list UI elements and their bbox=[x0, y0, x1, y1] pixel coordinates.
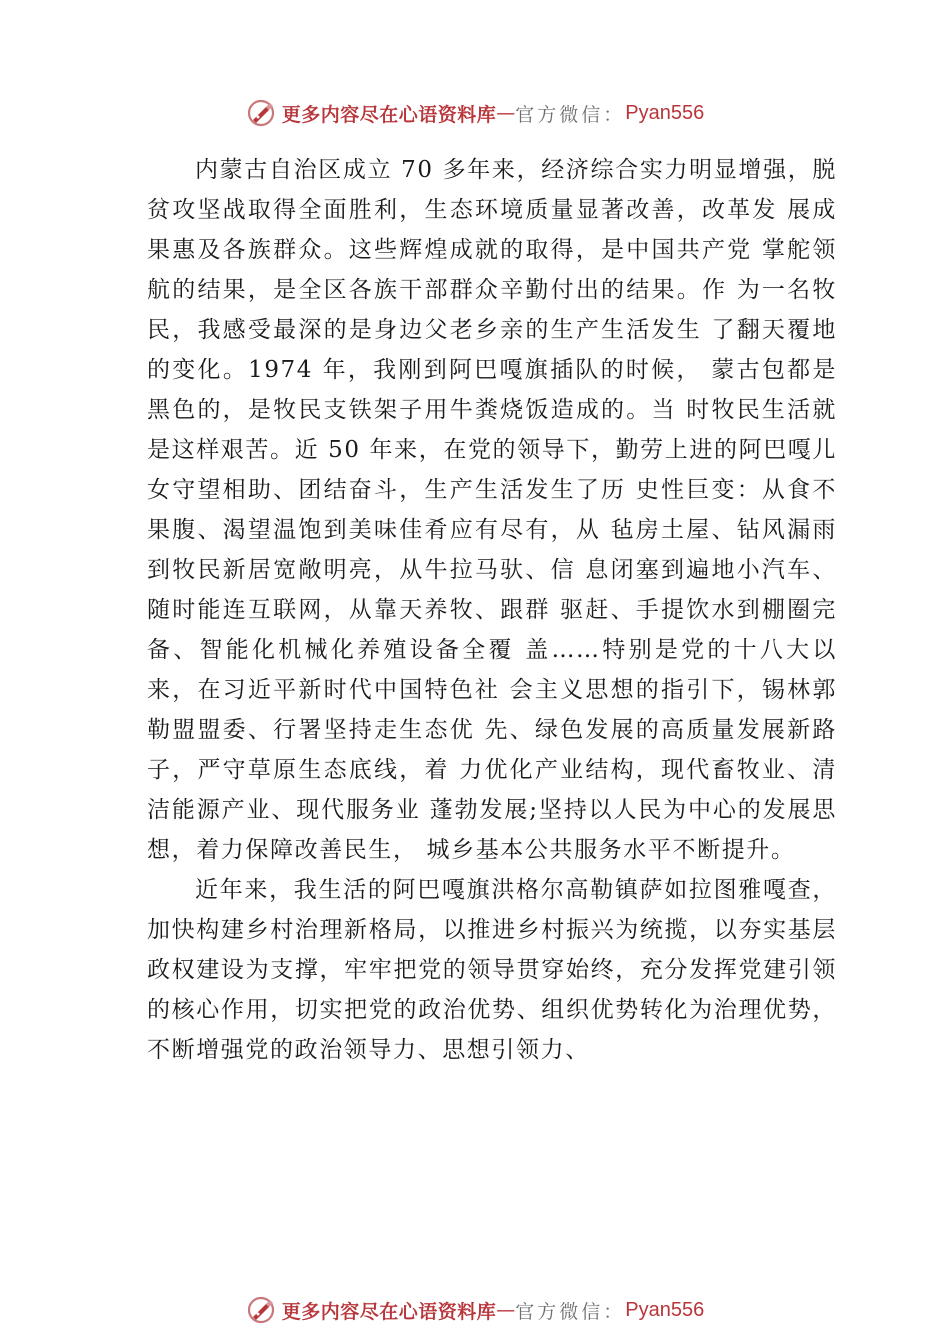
pen-nib-logo-icon bbox=[246, 98, 276, 128]
banner-title: 更多内容尽在心语资料库 bbox=[281, 103, 497, 126]
banner-label: 官方微信： bbox=[515, 1300, 626, 1323]
document-body bbox=[147, 150, 837, 1070]
footer-banner bbox=[0, 1290, 950, 1330]
banner-wechat-id: Pyan556 bbox=[625, 101, 705, 124]
banner-label: 官方微信： bbox=[515, 103, 626, 126]
banner-wechat-id: Pyan556 bbox=[625, 1298, 705, 1321]
header-banner bbox=[0, 93, 950, 133]
pen-nib-logo-icon bbox=[246, 1295, 276, 1325]
banner-dash: — bbox=[496, 1299, 516, 1321]
paragraph: 近年来，我生活的阿巴嘎旗洪格尔高勒镇萨如拉图雅嘎查，加快构建乡村治理新格局，以推进乡村振兴为统揽，以夯实基层政权建设为支撑，牢牢把党的领导贯穿始终，充分发挥党建引领的核心作用，切实把党的政治优势、组织优势转化为治理优势，不断增强党的政治领导力、思想引领力、 bbox=[147, 877, 837, 1063]
paragraph: 内蒙古自治区成立 70 多年来，经济综合实力明显增强，脱贫攻坚战取得全面胜利，生态环境质量显著改善，改革发 展成果惠及各族群众。这些辉煌成就的取得，是中国共产党 掌舵领航的结果，是全区各族干部群众辛勤付出的结果。作 为一名牧民，我感受最深的是身边父老乡亲的生产生活发生 了翻天覆地的变化。1974 年，我刚到阿巴嘎旗插队的时候， 蒙古包都是黑色的，是牧民支铁架子用牛粪烧饭造成的。当 时牧民生活就是这样艰苦。近 50 年来，在党的领导下，勤劳上进的阿巴嘎儿女守望相助、团结奋斗，生产生活发生了历 史性巨变：从食不果腹、渴望温饱到美味佳肴应有尽有，从 毡房土屋、钻风漏雨到牧民新居宽敞明亮，从牛拉马驮、信 息闭塞到遍地小汽车、随时能连互联网，从靠天养牧、跟群 驱赶、手提饮水到棚圈完备、智能化机械化养殖设备全覆 盖……特别是党的十八大以来，在习近平新时代中国特色社 会主义思想的指引下，锡林郭勒盟盟委、行署坚持走生态优 先、绿色发展的高质量发展新路子，严守草原生态底线，着 力优化产业结构，现代畜牧业、清洁能源产业、现代服务业 蓬勃发展;坚持以人民为中心的发展思想，着力保障改善民生， 城乡基本公共服务水平不断提升。 bbox=[147, 157, 837, 863]
banner-dash: — bbox=[496, 102, 516, 124]
banner-title: 更多内容尽在心语资料库 bbox=[281, 1300, 497, 1323]
